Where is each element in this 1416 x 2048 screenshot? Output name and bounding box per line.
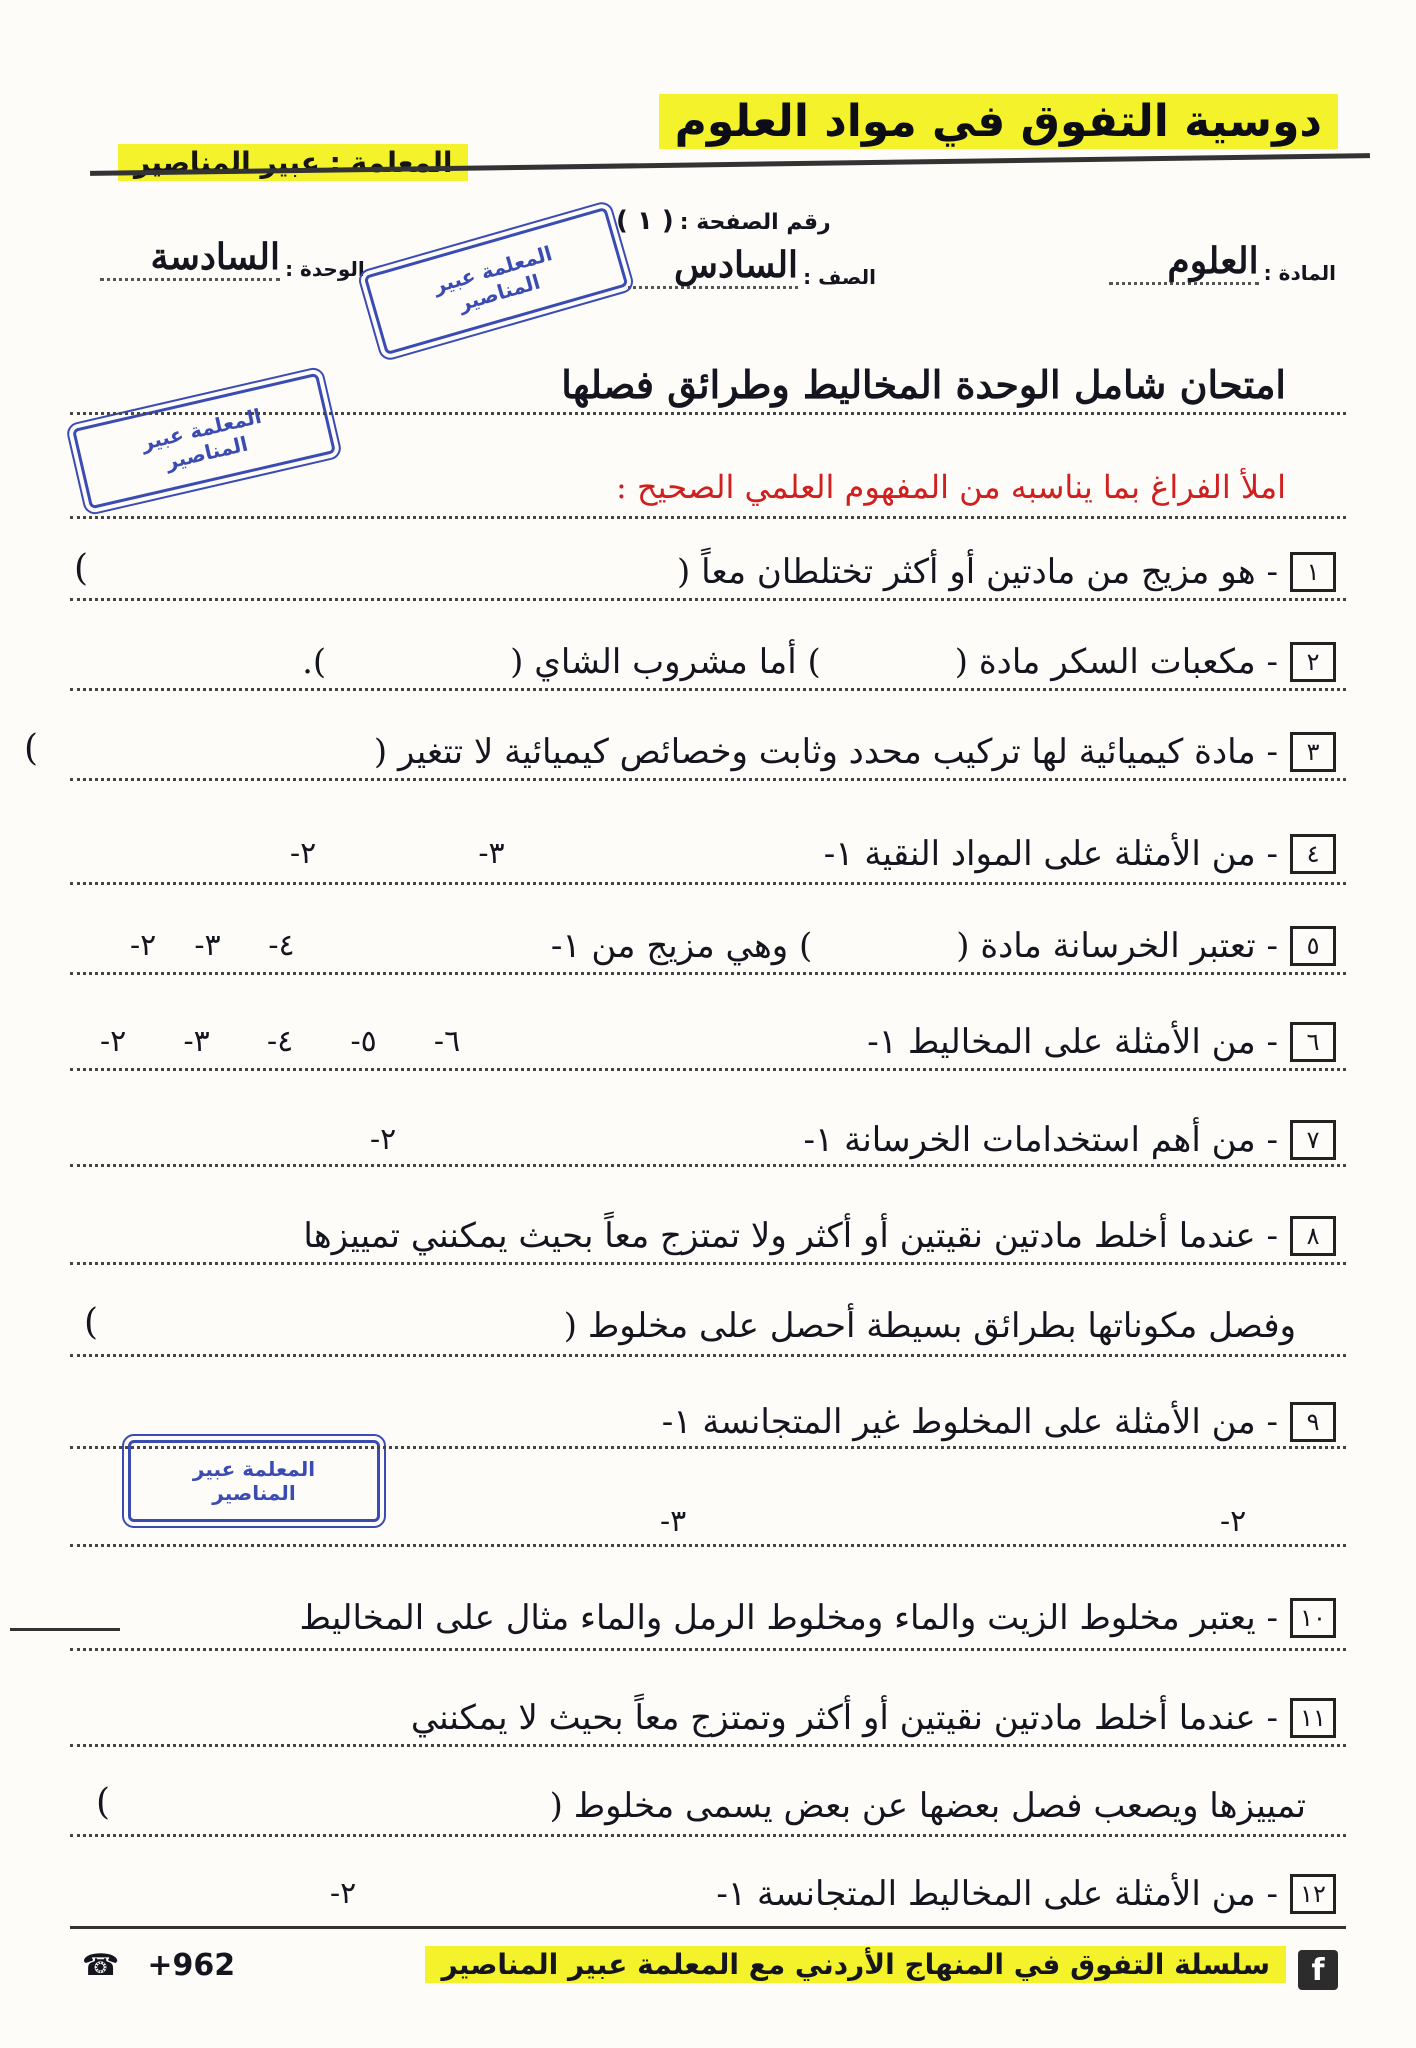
question-text: ) وهي مزيج من ١- — [550, 926, 813, 966]
question-text: وفصل مكوناتها بطرائق بسيطة أحصل على مخلوط ( — [563, 1306, 1296, 1346]
question-number: ١٢ — [1290, 1874, 1336, 1914]
question-1 — [677, 552, 1336, 592]
question-7 — [804, 1120, 1336, 1160]
question-text: - من أهم استخدامات الخرسانة ١- — [803, 1120, 1278, 1160]
dotted-rule — [70, 412, 1346, 415]
question-text: - من الأمثلة على المواد النقية ١- — [823, 834, 1278, 874]
question-8-continued — [564, 1306, 1296, 1346]
instruction: املأ الفراغ بما يناسبه من المفهوم العلمي الصحيح : — [616, 468, 1286, 506]
answer-blank-close: ). — [302, 642, 327, 682]
question-number: ٤ — [1290, 834, 1336, 874]
exam-title: امتحان شامل الوحدة المخاليط وطرائق فصلها — [561, 362, 1286, 407]
footer-divider — [70, 1926, 1346, 1929]
answer-options: ٢- — [1220, 1504, 1247, 1539]
question-11-continued — [550, 1786, 1306, 1826]
dotted-rule — [70, 1544, 1346, 1547]
question-text: ) أما مشروب الشاي ( — [510, 642, 821, 682]
question-number: ٦ — [1290, 1022, 1336, 1062]
page-number: رقم الصفحة :( ١ ) — [616, 206, 831, 236]
unit-field: الوحدة : السادسة — [100, 236, 365, 281]
question-number: ٩ — [1290, 1402, 1336, 1442]
question-number: ٧ — [1290, 1120, 1336, 1160]
dotted-rule — [70, 1164, 1346, 1167]
question-number: ٢ — [1290, 642, 1336, 682]
answer-options: ٣- — [660, 1504, 687, 1539]
dotted-rule — [70, 1262, 1346, 1265]
dotted-rule — [70, 598, 1346, 601]
question-text: - من الأمثلة على المخلوط غير المتجانسة ١- — [661, 1402, 1278, 1442]
question-text: - يعتبر مخلوط الزيت والماء ومخلوط الرمل والماء مثال على المخاليط — [299, 1598, 1278, 1638]
question-text: - عندما أخلط مادتين نقيتين أو أكثر وتمتزج معاً بحيث لا يمكنني — [410, 1698, 1278, 1738]
phone-contact — [82, 1948, 235, 1983]
dotted-rule — [70, 882, 1346, 885]
question-5 — [551, 926, 1336, 966]
question-3 — [374, 732, 1336, 772]
subject-field: المادة : العلوم — [1109, 240, 1336, 285]
question-9 — [662, 1402, 1336, 1442]
question-4 — [824, 834, 1336, 874]
question-6 — [867, 1022, 1336, 1062]
question-text: - مادة كيميائية لها تركيب محدد وثابت وخصائص كيميائية لا تتغير ( — [373, 732, 1278, 772]
dotted-rule — [70, 1446, 1346, 1449]
answer-options: ٢- — [370, 1122, 397, 1157]
teacher-stamp: المعلمة عبير المناصير — [364, 207, 629, 355]
question-12 — [716, 1874, 1336, 1914]
question-text: - تعتبر الخرسانة مادة ( — [956, 926, 1278, 966]
dotted-rule — [70, 688, 1346, 691]
grade-field: الصف : السادس — [628, 244, 876, 289]
question-text: - من الأمثلة على المخاليط المتجانسة ١- — [716, 1874, 1278, 1914]
phone-number: +962 — [147, 1948, 236, 1983]
answer-line[interactable] — [10, 1628, 120, 1631]
teacher-stamp: المعلمة عبير المناصير — [72, 373, 336, 510]
dotted-rule — [70, 1068, 1346, 1071]
answer-options: ٢- — [330, 1876, 357, 1911]
question-10 — [300, 1598, 1336, 1638]
question-text: تمييزها ويصعب فصل بعضها عن بعض يسمى مخلوط ( — [549, 1786, 1306, 1826]
dotted-rule — [70, 1834, 1346, 1837]
answer-options: ٣- ٢- — [290, 836, 505, 871]
dotted-rule — [70, 516, 1346, 519]
phone-icon: ☎ — [82, 1948, 120, 1983]
question-number: ١٠ — [1290, 1598, 1336, 1638]
question-11 — [411, 1698, 1336, 1738]
question-text: - عندما أخلط مادتين نقيتين أو أكثر ولا تمتزج معاً بحيث يمكنني تمييزها — [303, 1216, 1278, 1256]
dotted-rule — [70, 778, 1346, 781]
question-8 — [303, 1216, 1336, 1256]
teacher-stamp: المعلمة عبير المناصير — [128, 1440, 380, 1522]
footer-text: سلسلة التفوق في المنهاج الأردني مع المعلمة عبير المناصير — [425, 1948, 1286, 1981]
teacher-name: المعلمة : عبير المناصير — [118, 146, 468, 179]
question-2 — [302, 642, 1336, 682]
dotted-rule — [70, 1744, 1346, 1747]
question-number: ٨ — [1290, 1216, 1336, 1256]
question-text: - من الأمثلة على المخاليط ١- — [867, 1022, 1278, 1062]
series-title: دوسية التفوق في مواد العلوم — [659, 96, 1338, 147]
dotted-rule — [70, 1648, 1346, 1651]
question-text: - مكعبات السكر مادة ( — [954, 642, 1278, 682]
question-text: - هو مزيج من مادتين أو أكثر تختلطان معاً ( — [677, 552, 1278, 592]
answer-blank[interactable]: ) — [74, 548, 89, 589]
dotted-rule — [70, 1354, 1346, 1357]
answer-blank[interactable]: ) — [96, 1782, 111, 1823]
answer-options: ٤- ٣- ٢- — [130, 928, 295, 963]
question-number: ٣ — [1290, 732, 1336, 772]
question-number: ١١ — [1290, 1698, 1336, 1738]
facebook-icon: f — [1298, 1950, 1338, 1990]
answer-blank[interactable]: ) — [24, 728, 39, 769]
dotted-rule — [70, 972, 1346, 975]
answer-options: ٦- ٥- ٤- ٣- ٢- — [100, 1024, 461, 1059]
question-number: ١ — [1290, 552, 1336, 592]
question-number: ٥ — [1290, 926, 1336, 966]
answer-blank[interactable]: ) — [84, 1302, 99, 1343]
